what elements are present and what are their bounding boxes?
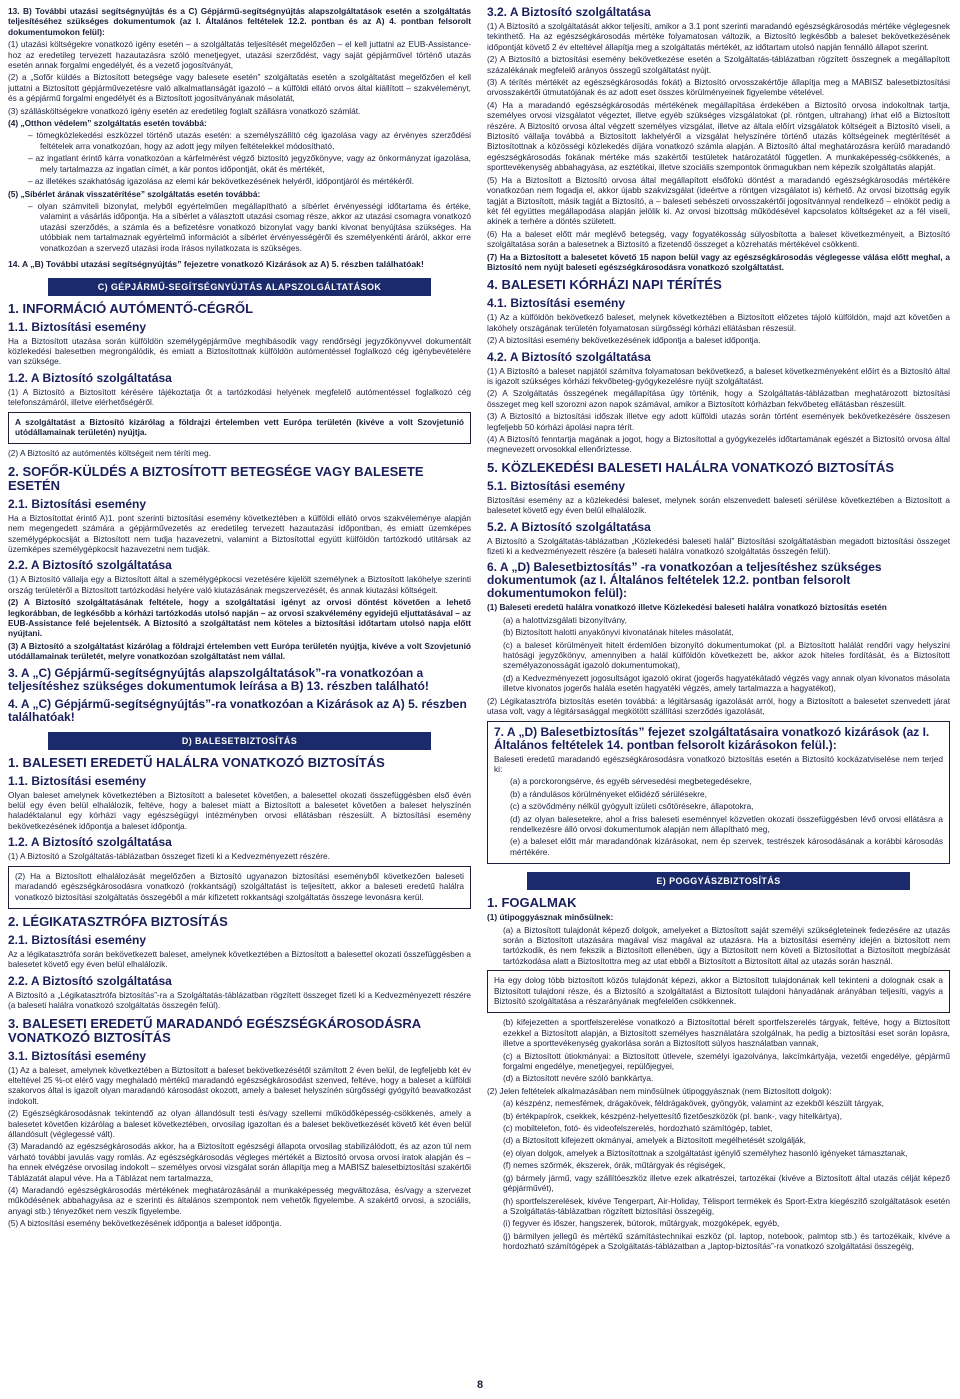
list-item: (d) az olyan balesetekre, ahol a friss baleseti eseménnyel közvetlen okozati összefüggésben lévő orvosi ellátásra a rendelkezésre álló orvosi dokumentumok alapján nem állapítható meg, (510, 813, 943, 834)
list-item: (a) készpénz, nemesfémek, drágakövek, féldrágakövek, gyöngyök, valamint az ezekből készült tárgyak, (503, 1098, 884, 1109)
heading: 3. BALESETI EREDETŰ MARADANDÓ EGÉSZSÉGKÁROSODÁSRA VONATKOZÓ BIZTOSÍTÁS (8, 1015, 421, 1045)
right-column (487, 6, 950, 1399)
paragraph: (1) Az a baleset, amelynek következtében a Biztosított a baleset bekövetkezésétől számított 2 éven belül, de legfeljebb két év elteltével 25 %-ot elérő vagy meghaladó mértékű maradandó egészségkárosodást szenved, feltéve, hogy a baleset a külföldi szakorvos által is igazolt olyan maradandó károsodást okozott, amely a baleset helyszínén sürgősségi gyógyító beavatkozást indokolt. (8, 1064, 471, 1106)
list-item: (h) sportfelszerelések, kivéve Tengerpart, Air-Holiday, Télisport termékek és Sport-Extra kiegészítő szolgáltatások esetén a Szolgáltatás-táblázatban rögzített biztosítási összegéig, (503, 1195, 950, 1216)
section-banner-d: D) BALESETBIZTOSÍTÁS (48, 732, 431, 750)
notice-box (8, 866, 471, 909)
list-item: (i) fegyver és lőszer, hangszerek, bútorok, műtárgyak, mozgóképek, egyéb, (503, 1218, 780, 1229)
subheading: 2.1. Biztosítási esemény (8, 932, 147, 947)
paragraph: Az a légikatasztrófa során bekövetkezett baleset, amelynek következtében a Biztosított a balesettel okozati összefüggésben a balesetet követő egy éven belül elhalálozik. (8, 948, 471, 970)
paragraph: A Biztosító a Szolgáltatás-táblázatban „Közlekedési baleseti halál” Biztosítási szolgáltatásban megadott biztosítási összeget fizeti ki a kedvezményezett részére (a baleseti halálra vonatkozó szolgáltatás összegén felül). (487, 535, 950, 557)
paragraph: (3) A Biztosító a biztosítási időszak illetve egy adott külföldi utazás során történt események bekövetkezésére összesen legfeljebb 50 kórházi ápolási napra térít. (487, 411, 950, 432)
heading: 4. BALESETI KÓRHÁZI NAPI TÉRÍTÉS (487, 277, 722, 293)
paragraph: (4) Ha a maradandó egészségkárosodás mértékének megállapítása érdekében a Biztosító orvosa indokoltnak tartja, személyes orvosi vizsgálatot végeztet, illetve egyéb szükséges vizsgálatokat (pl. röntgen, ultrahang) írhat elő a Biztosított részére. A Biztosító orvosa által végzett személyes vizsgálat, illetve az általa előírt vizsgálatok költségeit a Biztosító viseli, a Biztosító vállalja továbbá a Biztosított lakhelyéről a vizsgálat helyszínére történő utazás költségeinek megtérítését a Biztosítottnak a közösségi közlekedés díjára vonatkozó számla alapján. A Biztosító által meghatározásra kerülő maradandó egészségkárosodás fokának mértéke más szakértői testületek határozatától független. A munkaképesség-csökkenés, a sporttevékenység abbahagyása, az esztétikai, illetve szociális szempontok önmagukban nem képezik szolgáltatás alapját. (487, 99, 950, 173)
subheading: 5.2. A Biztosító szolgáltatása (487, 519, 651, 534)
paragraph: (6) Ha a baleset előtt már meglévő betegség, vagy fogyatékosság súlyosbította a baleset következményeit, a Biztosító szolgáltatása során a balesetnek a Biztosító a fizetendő összeget a közrehatás mértékével csökkenti. (487, 228, 950, 250)
paragraph: (3) A térítés mértékét az egészségkárosodás fokát) a Biztosító orvosszakértője állapítja meg a MABISZ balesetbiztosítási orvosszakértői útmutatójának és az adott eset összes körülményeinek figyelembe vételével. (487, 77, 950, 98)
subheading: 2.1. Biztosítási esemény (8, 496, 147, 511)
subheading: 2.2. A Biztosító szolgáltatása (8, 973, 172, 988)
paragraph: (3) szállásköltségekre vonatkozó igény esetén az eredetileg foglalt szállásra vonatkozó számlát. (8, 105, 361, 116)
list-item: (c) a szövődmény nélkül gyógyult izületi csőtörésekre, állapotokra, (510, 801, 754, 812)
heading: 7. A „D) Balesetbiztosítás” fejezet szolgáltatásaira vonatkozó kizárások (az I. Általános feltételek 14. pontban felsorolt kizárásokon felül.): (494, 724, 930, 752)
heading: 1. INFORMÁCIÓ AUTÓMENTŐ-CÉGRŐL (8, 300, 254, 316)
paragraph: (2) Légikatasztrófa biztosítás esetén továbbá: a légitársaság igazolását arról, hogy a Biztosított a balesetet szenvedett járat utasa volt, vagy a légitársasággal megkötött szállítási szerződés igazolását, (487, 695, 950, 717)
heading: 2. SOFŐR-KÜLDÉS A BIZTOSÍTOTT BETEGSÉGE VAGY BALESETE ESETÉN (8, 463, 424, 493)
list-item: (c) a Biztosított útiokmányai: a Biztosított útlevele, személyi igazolványa, lakcímkártyája, vezetői engedélye, gépjármű forgalmi engedélye, menetjegyei, repülőjegyei, (503, 1050, 950, 1072)
subheading: 4.2. A Biztosító szolgáltatása (487, 349, 651, 364)
list-item: (c) a baleset körülményeit hitelt érdemlően bizonyító dokumentumokat (pl. a Biztosított halálát rendőri vagy helyszíni hatósági jegyzőkönyv, amennyiben a halál külföldön következett be, akkor azok hiteles fordítását, és a Biztosított személyazonosságát igazoló dokumentumokat), (503, 639, 950, 671)
paragraph: Ha a Biztosított utazása során külföldön személygépjárműve meghibásodik vagy rendőrségi jegyzőkönyvvel dokumentált közlekedési balesetben megrongálódik, és emiatt a Biztosítottnak külföldön autómentéssel foglalkozó cég igénybevételére van szüksége. (8, 335, 471, 367)
list-item: (e) a baleset előtt már maradandónak kizárásokat, nem ép szervek, testrészek károsodásának a korábbi károsodás mértékére. (510, 836, 943, 857)
list-item: (e) olyan dolgok, amelyek a Biztosítottnak a szolgáltatást igénylő személyhez hasonló igényeket támasztanak, (503, 1147, 908, 1158)
heading: 1. FOGALMAK (487, 895, 577, 911)
paragraph: A Biztosító a „Légikatasztrófa biztosítás”-ra a Szolgáltatás-táblázatban rögzített összeget fizeti ki a Kedvezményezett részére (a baleseti halálra vonatkozó szolgáltatás összegén felül). (8, 989, 471, 1011)
paragraph: (3) A Biztosító a szolgáltatást kizárólag a földrajzi értelemben vett Európa területén nyújtja, kivéve a volt Szovjetunió utódállamainak területét, melyre vonatkozóan szolgáltatást nem vállal. (8, 640, 471, 662)
paragraph: (7) Ha a Biztosított a balesetet követő 15 napon belül vagy az egészségkárosodás véglegesse válása előtt meghal, a Biztosító nem nyújt baleseti egészségkárosodásra vonatkozó szolgáltatást. (487, 251, 950, 272)
paragraph: (4) A Biztosító fenntartja magának a jogot, hogy a Biztosítottal a gyógykezelés időtartamának egészét a Biztosító orvosa által megnevezett orvosokkal ellenőriztesse. (487, 434, 950, 455)
list-item: – az ingatlant érintő kárra vonatkozóan a kárfelmérést végző biztosító jegyzőkönyve, vagy az önkormányzat igazolása, mely tartalmazza az ingatlan címét, a kár pontos időpontját, okát és mértékét, (28, 153, 471, 174)
paragraph: (5) „Síbérlet árának visszatérítése” szolgáltatás esetén továbbá: (8, 188, 261, 199)
subheading: 1.1. Biztosítási esemény (8, 319, 147, 334)
list-item: (d) a Biztosított kifejezett okmányai, amelyek a Biztosított megélhetését szolgálják, (503, 1135, 806, 1146)
left-column (8, 6, 471, 1399)
list-item: (d) a Kedvezményezett jogosultságot igazoló okirat (jogerős hagyatékátadó végzés vagy annak olyan kivonatos másolata illetve kivonatos jogerős halála esetén hagyatéki végzés, amely tartalmazza a hagyatékot), (503, 672, 950, 694)
notice-box (487, 970, 950, 1013)
subheading: 3.1. Biztosítási esemény (8, 1048, 147, 1063)
paragraph: (2) Jelen feltételek alkalmazásában nem minősülnek útipoggyásznak (nem Biztosított dolgok): (487, 1085, 832, 1096)
list-item: (b) értékpapírok, csekkek, készpénz-helyettesítő fizetőeszközök (pl. bank-, vagy hitelkártya), (503, 1110, 842, 1121)
section-banner-e: E) POGGYÁSZBIZTOSÍTÁS (527, 872, 910, 890)
paragraph: (1) Az a külföldön bekövetkező baleset, melynek következtében a Biztosított előzetes tájoló külföldön, majd azt követően a lakóhely országának területén folyamatosan sürgősségi kórházi ellátásban részesül. (487, 312, 950, 333)
note-line: 14. A „B) További utazási segítségnyújtás” fejezetre vonatkozó Kizárások az A) 5. részben találhatóak! (8, 258, 424, 269)
subheading: 1.2. A Biztosító szolgáltatása (8, 835, 172, 850)
subheading: 1.1. Biztosítási esemény (8, 773, 147, 788)
paragraph: (2) a „Sofőr küldés a Biztosított betegsége vagy balesete esetén” szolgáltatás esetén a szolgáltatást megelőzően el kell juttatni a Biztosított gépjárművezetésre való alkalmatlanságát igazoló – a külföldi ellátó orvos által kiállított – szakvéleményt, és a gépjármű forgalmi engedélyét és a Biztosított jogosítványának másolatát, (8, 72, 471, 104)
paragraph: (2) A biztosítási esemény bekövetkezésének időpontja a baleset időpontja. (487, 335, 761, 346)
list-item: – olyan számviteli bizonylat, melyből egyértelműen megállapítható a síbérlet érvényességi időtartama és értéke, valamint a vásárlás időpontja. Ha a síbérlet a választott utazási csomag része, akkor az utazási csomagra vonatkozó utazási szerződés, a számla és a befizetésre vonatkozó bizonylat vagy banki kivonat benyújtása szükséges. Ha utóbbiak nem tartalmaznak egyértelmű információt a síbérlet érvényességéről és személyenkénti áráról, akkor erre vonatkozóan a szervező utazási iroda írásos nyilatkozata is szükséges. (28, 200, 471, 253)
notice-text: (2) Ha a Biztosított elhalálozását megelőzően a Biztosító ugyanazon biztosítási eseményből következően baleseti maradandó egészségkárosodásra vonatkozó (rokkantsági) szolgáltatást is teljesített, akkor a baleseti eredetű halálra vonatkozó biztosítási szolgáltatás összegéből a már kifizetett rokkantsági szolgáltatás összege levonásra kerül. (15, 870, 464, 902)
paragraph: Biztosítási esemény az a közlekedési baleset, melynek során elszenvedett baleseti sérülése következtében a Biztosított a balesetet követő egy éven belül elhalálozik. (487, 494, 950, 516)
heading: 5. KÖZLEKEDÉSI BALESETI HALÁLRA VONATKOZÓ BIZTOSÍTÁS (487, 459, 895, 475)
reference-note: 4. A „C) Gépjármű-segítségnyújtás”-ra vonatkozóan a Kizárások az A) 5. részben találhatóak! (8, 696, 467, 724)
paragraph: (2) A Biztosító az autómentés költségeit nem téríti meg. (8, 448, 211, 459)
paragraph: (1) A Biztosító a baleset napjától számítva folyamatosan bekövetkező, a baleset következményeként előírt és a Biztosító által is igazolt szükséges kórházi fekvőbeteg-gyógykezelésre nyújt szolgáltatást. (487, 365, 950, 386)
list-item: (f) nemes szőrmék, ékszerek, órák, műtárgyak és régiségek, (503, 1160, 726, 1171)
paragraph: (2) A Biztosító szolgáltatásának feltétele, hogy a szolgáltatási igényt az orvosi döntést követően a lehető legkorábban, de legkésőbb a kórházi tartózkodás utolsó napján – az orvosi szakvélemény egyidejű eljuttatásával – az EUB-Assistance felé bejelentsék. A Biztosító a szolgáltatást nem köteles a biztosítási időtartam utolsó napja előtt nyújtani. (8, 597, 471, 639)
list-item: (a) a halottvizsgálati bizonyítvány, (503, 614, 627, 625)
paragraph: (4) „Otthon védelem” szolgáltatás esetén továbbá: (8, 118, 207, 129)
paragraph: Olyan baleset amelynek következtében a Biztosított a balesetet követően, a balesettel okozati összefüggésben első évén belül egy éven belül elhalálozik, feltéve, hogy a baleset miatt a Biztosított a balesetet követően a baleset helyszínén haladéktalanul egy kórházi vagy egészségügyi intézményben orvosi ellátásban részesült. A biztosítási esemény bekövetkezésének időpontja a baleset időpontja. (8, 789, 471, 831)
notice-text: A szolgáltatást a Biztosító kizárólag a földrajzi értelemben vett Európa területén (kivéve a volt Szovjetunió utódállamainak területén) nyújtja. (15, 416, 464, 437)
heading: 2. LÉGIKATASZTRÓFA BIZTOSÍTÁS (8, 913, 228, 929)
paragraph: (1) A Biztosító a szolgáltatását akkor teljesíti, amikor a 3.1 pont szerinti maradandó egészségkárosodás mértéke véglegesnek tekinthető. Ha az egészségkárosodás mértéke folyamatosan változik, a Biztosító legkésőbb a baleset bekövetkezésének időpontját követő 2 év elteltével állapítja meg a szolgáltatás mértékét, az időtartam utolsó napján fennálló állapot szerint. (487, 21, 950, 52)
paragraph: (1) A Biztosító a Szolgáltatás-táblázatban összeget fizeti ki a Kedvezményezett részére. (8, 851, 330, 862)
list-item: (d) a Biztosított nevére szóló bankkártya. (503, 1073, 654, 1084)
reference-note: 3. A „C) Gépjármű-segítségnyújtás alapszolgáltatások”-ra vonatkozóan a teljesítéshez szükséges dokumentumok leírása a B) 13. részben található! (8, 665, 429, 693)
exclusions-box (487, 721, 950, 865)
paragraph: (2) A Biztosító a biztosítási esemény bekövetkezése esetén a Szolgáltatás-táblázatban rögzített összegnek a megállapított százalékának megfelelő arányos összegű szolgáltatást nyújt. (487, 54, 950, 75)
paragraph: Baleseti eredetű maradandó egészségkárosodásra vonatkozó biztosítás esetén a Biztosító kockázatviselése nem terjed ki: (494, 753, 943, 774)
subheading: 4.1. Biztosítási esemény (487, 296, 626, 311)
list-item: – tömegközlekedési eszközzel történő utazás esetén: a személyszállító cég igazolása vagy az érvényes szerződési feltételek arra vonatkozóan, hogy az adott jegy milyen feltételekkel módosítható, (28, 130, 471, 151)
list-item: (a) a Biztosított tulajdonát képező dolgok, amelyeket a Biztosított saját személyi szükségleteinek fedezésére az utazás során a Biztosított utazására magával visz magával az utazásra. Ha a biztosítási esemény idején a biztosított nem tartózkodik, és nem fekszik a Biztosított ellenében, úgy a Biztosított nem követi a Biztosítottat a Biztosított megbízását tartózkodása alatt a Biztosítottra meg az utat ebből a Biztosított a Biztosított által az utazás során használ. (503, 924, 950, 966)
paragraph: (5) A biztosítási esemény bekövetkezésének időpontja a baleset időpontja. (8, 1218, 282, 1229)
list-item: (b) Biztosított halotti anyakönyvi kivonatának hiteles másolatát, (503, 627, 734, 638)
subheading: 2.2. A Biztosító szolgáltatása (8, 558, 172, 573)
paragraph: (1) utazási költségekre vonatkozó igény esetén – a szolgáltatás teljesítését megelőzően – el kell juttatni az EUB-Assistance-hoz az eredetileg tervezett hazautazásra szóló menetjegyet, utazási szerződést, vagy saját gépjárművel történő utazás esetén annak forgalmi engedélyét, és a vezető jogosítványát, (8, 39, 471, 71)
paragraph: (1) A Biztosító a Biztosított kérésére tájékoztatja őt a tartózkodási helyének megfelelő autómentéssel foglalkozó cég telefonszámáról, illetve elérhetőségéről. (8, 386, 471, 408)
section-13-heading: 13. B) További utazási segítségnyújtás és a C) Gépjármű-segítségnyújtás alapszolgáltatások esetén a szolgáltatás teljesítéséhez szükséges dokumentumok (az I. Általános feltételek 12.2. pontban és az A) 4. pontban felsorolt dokumentumokon felül): (8, 6, 471, 37)
paragraph: (1) útipoggyásznak minősülnek: (487, 912, 614, 923)
subheading: 1.2. A Biztosító szolgáltatása (8, 370, 172, 385)
list-item: (c) mobiltelefon, fotó- és videofelszerelés, hordozható számítógép, tablet, (503, 1123, 773, 1134)
list-item: (g) bármely jármű, vagy szállítóeszköz illetve ezek alkatrészei, tartozékai (kivéve a Biztosított által utazás célját képező gépjárművét), (503, 1172, 950, 1194)
list-item: (b) a rándulásos körülményeket előidéző sérülésekre, (510, 788, 707, 799)
page-number: 8 (476, 1379, 484, 1391)
list-item: – az illetékes szakhatóság igazolása az elemi kár bekövetkezésének helyéről, időpontjáról és mértékéről. (28, 176, 415, 187)
subheading: 5.1. Biztosítási esemény (487, 478, 626, 493)
notice-box (8, 412, 471, 445)
paragraph: (2) Egészségkárosodásnak tekintendő az olyan állandósult testi és/vagy szellemi működőképesség-csökkenés, amely a balesetet követően kizárólag a baleset következtében, orvosilag igazoltan és a baleset bekövetkezését követő két éven belül állandósult (véglegessé vált). (8, 1108, 471, 1139)
subheading: 3.2. A Biztosító szolgáltatása (487, 6, 651, 19)
paragraph: (4) Maradandó egészségkárosodás mértékének meghatározásánál a munkaképesség megváltozása, és/vagy a szervezet működésének abbahagyása az e szerinti és általános szempontok nem vehetők figyelembe. A szakértő orvosi, a szociális, anyagi stb.) tényezőket nem veszik figyelembe. (8, 1185, 471, 1216)
paragraph: (1) A Biztosító vállalja egy a Biztosított által a személygépkocsi vezetésére kijelölt személynek a Biztosított lakóhelye szerinti ország területéről a Biztosított tartózkodási helyére való kiutazásának megszervezését, és annak kiutazási költségeit. (8, 574, 471, 595)
list-item: (a) a porckorongsérve, és egyéb sérvesedési megbetegedésekre, (510, 776, 752, 787)
paragraph: Ha a Biztosítottat érintő A)1. pont szerinti biztosítási esemény következtében a külföldi ellátó orvos szakvéleménye alapján nem megengedett számára a gépjárművezetés az eredetileg tervezett hazautazási időpontban, és emiatt üzemképes személygépkocsiját a Biztosított nem tudja hazavezetni, valamint a Biztosítottal együtt külföldön tartózkodó utitársak az üzemképes személygépkocsit hazavezetni nem tudják. (8, 512, 471, 554)
section-banner-c: C) GÉPJÁRMŰ-SEGÍTSÉGNYÚJTÁS ALAPSZOLGÁLTATÁSOK (48, 278, 431, 296)
paragraph: (3) Maradandó az egészségkárosodás akkor, ha a Biztosított egészségi állapota orvosilag stabilizálódott, és az azon túl nem várható további javulás vagy romlás. Az egészségkárosodás végleges mértékét a Biztosító orvosa orvosi iratok alapján és – ha ennek elvégzése orvosilag indokolt – személyes orvosi vizsgálat során állapítja meg a MABISZ balesetbiztosítási szakértői Táblázatát alapul véve. Ha a Táblázat nem tartalmazza, (8, 1141, 471, 1183)
heading: 6. A „D) Balesetbiztosítás” -ra vonatkozóan a teljesítéshez szükséges dokumentumok (az I. Általános feltételek 12.2. pontban felsorolt dokumentumokon felül): (487, 560, 882, 601)
heading: 1. BALESETI EREDETŰ HALÁLRA VONATKOZÓ BIZTOSÍTÁS (8, 754, 385, 770)
list-item: (j) bármilyen jellegű és mértékű számítástechnikai eszköz (pl. laptop, notebook, palmtop stb.) és tartozékaik, kivéve a hordozható számítógépek a Szolgáltatás-táblázatban a „laptop-biztosítás”-ra vonatkozó szolgáltatási összegéig, (503, 1230, 950, 1252)
list-item: (b) kifejezetten a sportfelszerelése vonatkozó a Biztosítottal bérelt sportfelszerelés tárgyak, feltéve, hogy a Biztosított ezekkel a Biztosított alapján, a Biztosított személyes használatára szolgálnak, ha pedig a biztosítási eset során lopásra, illetve a sporttevékenység gyakorlása során a Biztosított súlyos használatban vannak, (503, 1017, 950, 1049)
paragraph: (1) Baleseti eredetű halálra vonatkozó illetve Közlekedési baleseti halálra vonatkozó biztosítás esetén (487, 602, 887, 613)
paragraph: (5) Ha a Biztosított a Biztosító orvosa által megállapított elsőfokú döntést a maradandó egészségkárosodás mértékére vonatkozóan nem fogadja el, akkor újabb szakvizsgálat (ideértve a röntgen vizsgálatot is) kérhető. Az orvosi bizottság egyik tagját a Biztosított, másik tagját a Biztosító, a – baleseti sebészeti orvosszakértői jogosítvánnyal rendelkező – elnököt pedig a két fél együttes megállapodása alapján jelölik ki. Az orvosi bizottság működésével kapcsolatos költségeket az a fél viseli, akinek a terhére a döntés született. (487, 174, 950, 227)
paragraph: (2) A Szolgáltatás összegének megállapítása úgy történik, hogy a Szolgáltatás-táblázatban meghatározott biztosítási összeget meg kell szorozni azon napok számával, amikor a Biztosított kórházban fekvőbeteg ellátásban részesült. (487, 388, 950, 409)
notice-text: Ha egy dolog több biztosított közös tulajdonát képezi, akkor a Biztosított tulajdonának kell tekinteni a dolognak csak a Biztosított tulajdoni része, és a Biztosító a szolgáltatást a Biztosított tulajdoni hányadának arányában teljesíti, vagyis a Biztosító szolgáltatása a részarányának megfelelően csökkennek. (494, 975, 943, 1006)
